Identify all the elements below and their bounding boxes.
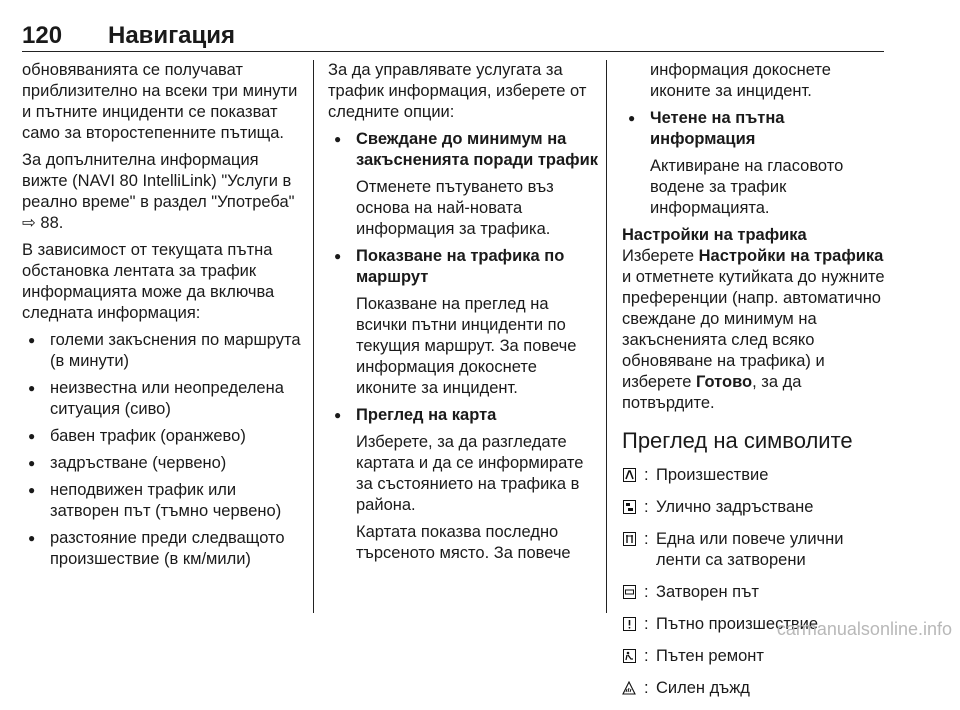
paragraph: За да управлявате услугата за трафик информация, изберете от следните опции: [328, 61, 587, 121]
road-closed-icon [622, 584, 636, 600]
roadworks-icon [622, 648, 636, 664]
symbol-row [622, 582, 888, 603]
list-item: ● големи закъснения по маршрута (в минути) [22, 330, 304, 372]
text-run: , за да потвърдите. [622, 373, 802, 412]
symbol-row [622, 465, 888, 486]
symbol-label: Силен дъжд [656, 679, 750, 697]
list-item: ● бавен трафик (оранжево) [22, 426, 304, 447]
list-item: ● неподвижен трафик или затворен път (тъмно червено) [22, 480, 304, 522]
paragraph: За допълнителна информация вижте (NAVI 80 IntelliLink) "Услуги в реално време" в раздел "Употреба" ⇨ 88. [22, 151, 295, 232]
page-title: Навигация [108, 22, 236, 49]
paragraph: обновяванията се получават приблизително на всеки три минути и пътните инциденти се показват само за второстепенните пътища. [22, 61, 298, 142]
symbol-row [622, 678, 888, 699]
symbol-row [622, 529, 888, 571]
section-title: Преглед на символите [622, 428, 853, 453]
column-divider [313, 60, 314, 613]
symbol-label: Улично задръстване [656, 498, 814, 516]
page-header [22, 22, 884, 52]
paragraph [622, 246, 888, 414]
paragraph: В зависимост от текущата пътна обстановка лентата за трафик информацията може да включва следната информация: [22, 241, 275, 322]
text-run: и отметнете кутийката до нужните преференции (напр. автоматично свеждане до минимум на закъсненията след всяко обновяване на трафика) и изберете [622, 268, 885, 391]
list-item: ● разстояние преди следващото произшествие (в км/мили) [22, 528, 304, 570]
option-desc: Показване на преглед на всички пътни инциденти по текущия маршрут. За повече информация докоснете иконите за инцидент. [356, 295, 577, 397]
symbol-colon: : [644, 679, 649, 697]
option-title: ● Показване на трафика по маршрут [328, 246, 600, 288]
list-item: ● неизвестна или неопределена ситуация (сиво) [22, 378, 304, 420]
option-title: ● Свеждане до минимум на закъсненията поради трафик [328, 129, 600, 171]
option-title: ● Четене на пътна информация [622, 108, 888, 150]
symbol-label: Една или повече улични ленти са затворени [656, 530, 844, 569]
bold-text: Настройки на трафика [698, 247, 884, 265]
symbol-label: Пътно произшествие [656, 615, 819, 633]
option-desc: Активиране на гласовото водене за трафик информацията. [650, 157, 844, 217]
symbol-row [622, 646, 888, 667]
symbol-colon: : [644, 647, 649, 665]
symbol-row [622, 497, 888, 518]
option-desc: Картата показва последно търсеното място. За повече [356, 523, 571, 562]
page-number: 120 [22, 22, 63, 49]
symbol-label: Произшествие [656, 466, 769, 484]
option-desc: Отменете пътуването въз основа на най-новата информация за трафика. [356, 178, 554, 238]
column-2 [328, 60, 600, 570]
symbol-label: Пътен ремонт [656, 647, 764, 665]
header-rule [22, 51, 884, 52]
column-1 [22, 60, 304, 576]
column-divider [606, 60, 607, 613]
symbol-colon: : [644, 498, 649, 516]
text-run: Изберете [622, 247, 699, 265]
incident-icon [622, 467, 636, 483]
option-title: ● Преглед на карта [328, 405, 600, 426]
subsection-heading: Настройки на трафика [622, 226, 807, 244]
symbol-colon: : [644, 583, 649, 601]
heavy-rain-icon [622, 680, 636, 696]
symbol-colon: : [644, 530, 649, 548]
symbol-colon: : [644, 615, 649, 633]
column-3 [622, 60, 888, 710]
warning-icon [622, 616, 636, 632]
symbol-label: Затворен път [656, 583, 759, 601]
option-desc: Изберете, за да разгледате картата и да се информирате за състоянието на трафика в района. [356, 433, 584, 514]
watermark: carmanualsonline.info [776, 619, 952, 639]
lane-closed-icon [622, 531, 636, 547]
continued-text: информация докоснете иконите за инцидент. [650, 61, 831, 100]
traffic-jam-icon [622, 499, 636, 515]
bold-text: Готово [695, 373, 753, 391]
symbol-colon: : [644, 466, 649, 484]
list-item: ● задръстване (червено) [22, 453, 304, 474]
